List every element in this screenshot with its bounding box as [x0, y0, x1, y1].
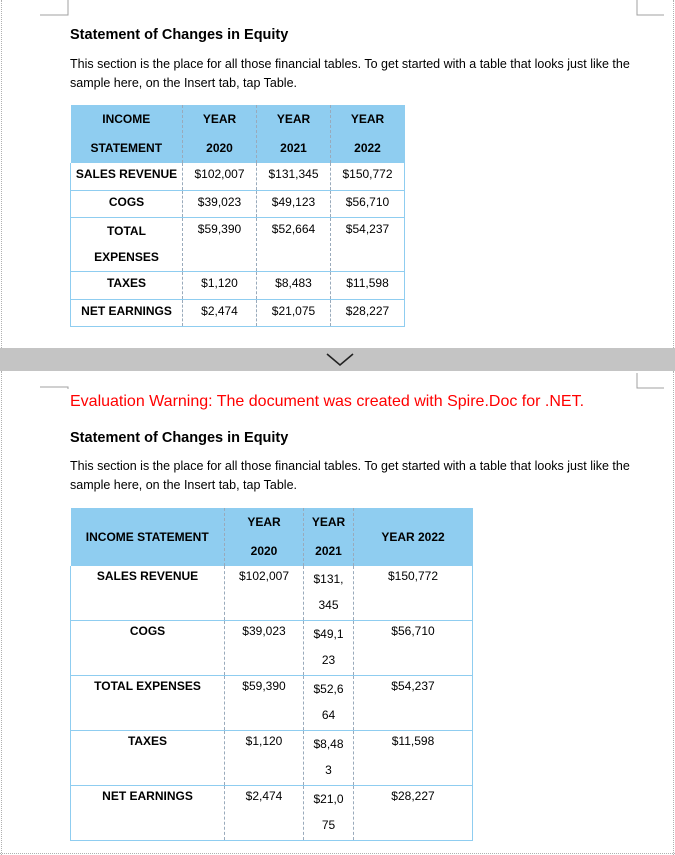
cell-2020: $2,474: [183, 300, 257, 327]
financial-table: [70, 105, 405, 327]
section-paragraph: This section is the place for all those financial tables. To get started with a table that looks just like the sample here, on the Insert tab, tap Table.: [70, 459, 630, 492]
cell-2021: $21,075: [257, 300, 331, 327]
header-cell: YEAR 2022: [354, 508, 473, 566]
table-row: [71, 676, 473, 731]
section-paragraph: This section is the place for all those financial tables. To get started with a table that looks just like the sample here, on the Insert tab, tap Table.: [70, 57, 630, 90]
cell-2022: $28,227: [331, 300, 405, 327]
cell-2022: $150,772: [331, 163, 405, 191]
row-label: TAXES: [71, 731, 225, 786]
cell-2021: $49,123: [257, 191, 331, 218]
cell-2020: $1,120: [225, 731, 304, 786]
table-row: [71, 731, 473, 786]
table-row: [71, 191, 405, 218]
header-cell: YEAR 2021: [304, 508, 354, 566]
table-row: [71, 786, 473, 841]
table-row: [71, 566, 473, 621]
cell-2022: $28,227: [354, 786, 473, 841]
section-title: Statement of Changes in Equity: [70, 27, 289, 43]
financial-table: [70, 508, 473, 841]
row-label: SALES REVENUE: [71, 163, 183, 191]
header-cell: INCOME STATEMENT: [71, 105, 183, 163]
row-label: COGS: [71, 621, 225, 676]
row-label: SALES REVENUE: [71, 566, 225, 621]
cell-2022: $56,710: [331, 191, 405, 218]
table-header-row: [71, 508, 473, 566]
table-row: [71, 272, 405, 300]
cell-2021: $52,664: [257, 218, 331, 272]
page-margin-right: [673, 0, 674, 348]
cell-2020: $59,390: [183, 218, 257, 272]
margin-corner-mark: [40, 0, 70, 16]
header-cell: YEAR 2020: [225, 508, 304, 566]
cell-2022: $11,598: [331, 272, 405, 300]
header-cell: INCOME STATEMENT: [71, 508, 225, 566]
margin-corner-mark: [40, 373, 70, 389]
section-title: Statement of Changes in Equity: [70, 430, 289, 446]
cell-2020: $102,007: [183, 163, 257, 191]
cell-2021: $131,345: [257, 163, 331, 191]
cell-2022: $150,772: [354, 566, 473, 621]
cell-2021: $52,6 64: [304, 676, 354, 731]
margin-corner-mark: [636, 0, 666, 16]
page-margin-right: [673, 371, 674, 855]
row-label: TOTAL EXPENSES: [71, 676, 225, 731]
row-label: TOTAL EXPENSES: [71, 218, 183, 272]
cell-2020: $59,390: [225, 676, 304, 731]
cell-2021: $21,0 75: [304, 786, 354, 841]
header-cell: YEAR 2022: [331, 105, 405, 163]
row-label: TAXES: [71, 272, 183, 300]
table-row: [71, 218, 405, 272]
cell-2020: $2,474: [225, 786, 304, 841]
cell-2021: $49,1 23: [304, 621, 354, 676]
margin-corner-mark: [636, 373, 666, 389]
page-2: [0, 371, 675, 855]
cell-2021: $8,483: [257, 272, 331, 300]
chevron-down-icon[interactable]: [325, 350, 355, 368]
cell-2021: $131, 345: [304, 566, 354, 621]
cell-2021: $8,48 3: [304, 731, 354, 786]
cell-2020: $1,120: [183, 272, 257, 300]
page-1: [0, 0, 675, 348]
table-header-row: [71, 105, 405, 163]
evaluation-warning: Evaluation Warning: The document was created with Spire.Doc for .NET.: [70, 393, 585, 410]
page-margin-left: [1, 0, 2, 348]
cell-2022: $11,598: [354, 731, 473, 786]
cell-2020: $102,007: [225, 566, 304, 621]
table-row: [71, 300, 405, 327]
row-label: NET EARNINGS: [71, 786, 225, 841]
cell-2022: $54,237: [354, 676, 473, 731]
row-label: COGS: [71, 191, 183, 218]
cell-2020: $39,023: [183, 191, 257, 218]
table-row: [71, 621, 473, 676]
page-break-bar[interactable]: [0, 348, 675, 371]
header-cell: YEAR 2021: [257, 105, 331, 163]
row-label: NET EARNINGS: [71, 300, 183, 327]
cell-2022: $54,237: [331, 218, 405, 272]
page-margin-left: [1, 371, 2, 855]
page-margin-bottom: [0, 853, 675, 854]
cell-2022: $56,710: [354, 621, 473, 676]
header-cell: YEAR 2020: [183, 105, 257, 163]
table-row: [71, 163, 405, 191]
cell-2020: $39,023: [225, 621, 304, 676]
